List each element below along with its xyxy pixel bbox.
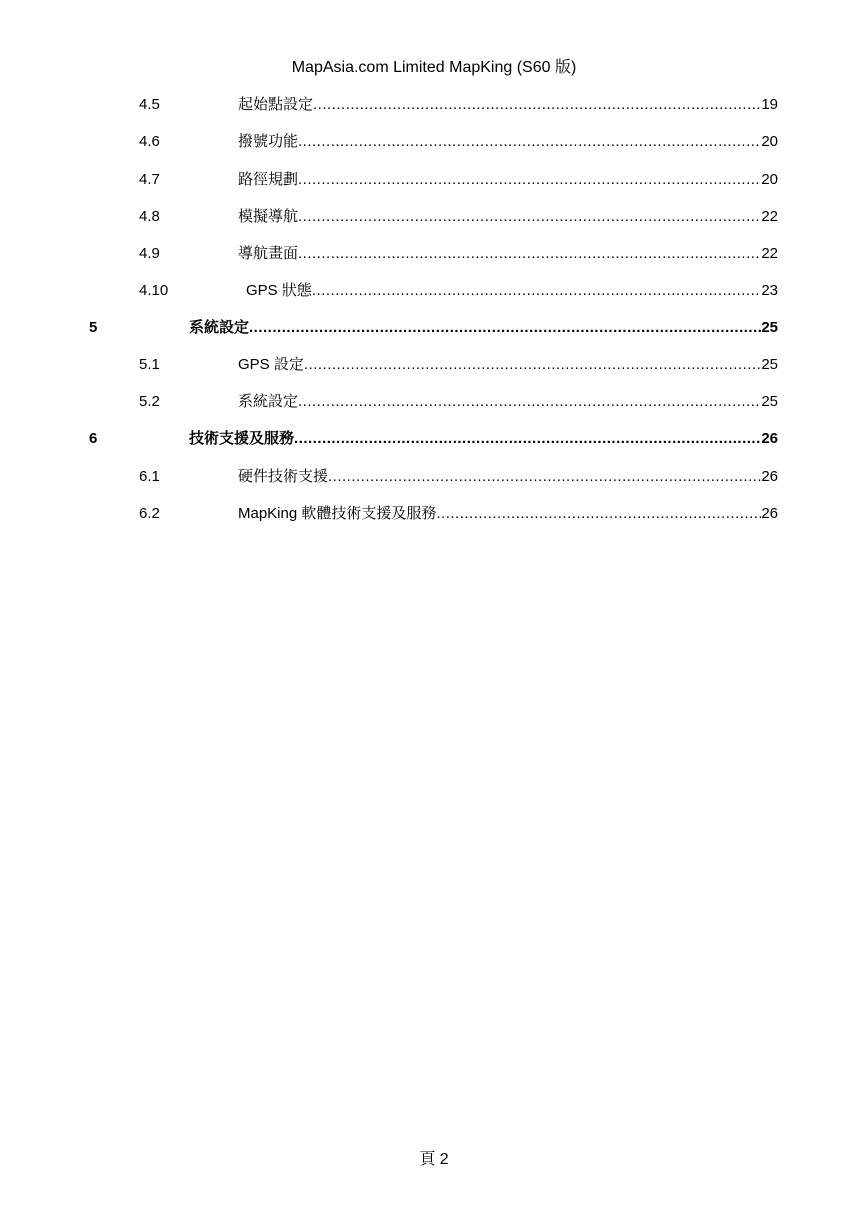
toc-leader [328,466,761,488]
toc-number: 4.5 [139,96,160,113]
toc-entry[interactable] [0,391,868,413]
toc-page: 26 [761,430,778,447]
toc-title: GPS 狀態 [246,282,312,299]
toc-entry[interactable] [0,206,868,228]
toc-number: 5.2 [139,393,160,410]
toc-page: 19 [761,96,778,113]
toc-entry[interactable] [0,280,868,302]
toc-title: 路徑規劃 [238,171,299,188]
toc-page: 23 [761,282,778,299]
toc-number: 6.1 [139,468,160,485]
toc-page: 25 [761,393,778,410]
toc-title: 模擬導航 [238,208,299,225]
toc-title: MapKing 軟體技術支援及服務 [238,505,437,522]
toc-entry[interactable] [0,131,868,153]
toc-leader [436,503,761,525]
toc-leader [298,391,761,413]
toc-leader [298,169,761,191]
toc-leader [313,94,761,116]
toc-entry[interactable] [0,169,868,191]
toc-page: 25 [761,319,778,336]
toc-entry[interactable] [0,243,868,265]
toc-number: 5.1 [139,356,160,373]
toc-page: 22 [761,245,778,262]
toc-page: 20 [761,133,778,150]
toc-number: 4.10 [139,282,169,299]
toc-page: 26 [761,505,778,522]
toc-leader [304,354,761,376]
toc-title: 硬件技術支援 [238,468,329,485]
toc-number: 5 [89,319,98,336]
toc-number: 4.6 [139,133,160,150]
toc-leader [298,131,761,153]
toc-title: 起始點設定 [238,96,314,113]
toc-number: 4.8 [139,208,160,225]
toc-entry[interactable] [0,317,868,339]
page-header: MapAsia.com Limited MapKing (S60 版) [291,59,577,76]
toc-number: 4.7 [139,171,160,188]
toc-leader [298,206,761,228]
toc-title: 技術支援及服務 [189,430,295,447]
toc-entry[interactable] [0,94,868,116]
toc-title: GPS 設定 [238,356,304,373]
toc-entry[interactable] [0,354,868,376]
toc-entry[interactable] [0,466,868,488]
page-footer: 頁 2 [419,1151,449,1168]
toc-title: 系統設定 [189,319,250,336]
toc-title: 導航畫面 [238,245,299,262]
toc-title: 系統設定 [238,393,299,410]
toc-leader [298,243,761,265]
toc-title: 撥號功能 [238,133,299,150]
toc-leader [249,317,761,339]
toc-number: 6.2 [139,505,160,522]
toc-leader [294,428,761,450]
toc-number: 4.9 [139,245,160,262]
toc-entry[interactable] [0,503,868,525]
toc-number: 6 [89,430,98,447]
toc-page: 26 [761,468,778,485]
toc-entry[interactable] [0,428,868,450]
toc-page: 25 [761,356,778,373]
toc-leader [312,280,761,302]
toc-page: 22 [761,208,778,225]
toc-page: 20 [761,171,778,188]
